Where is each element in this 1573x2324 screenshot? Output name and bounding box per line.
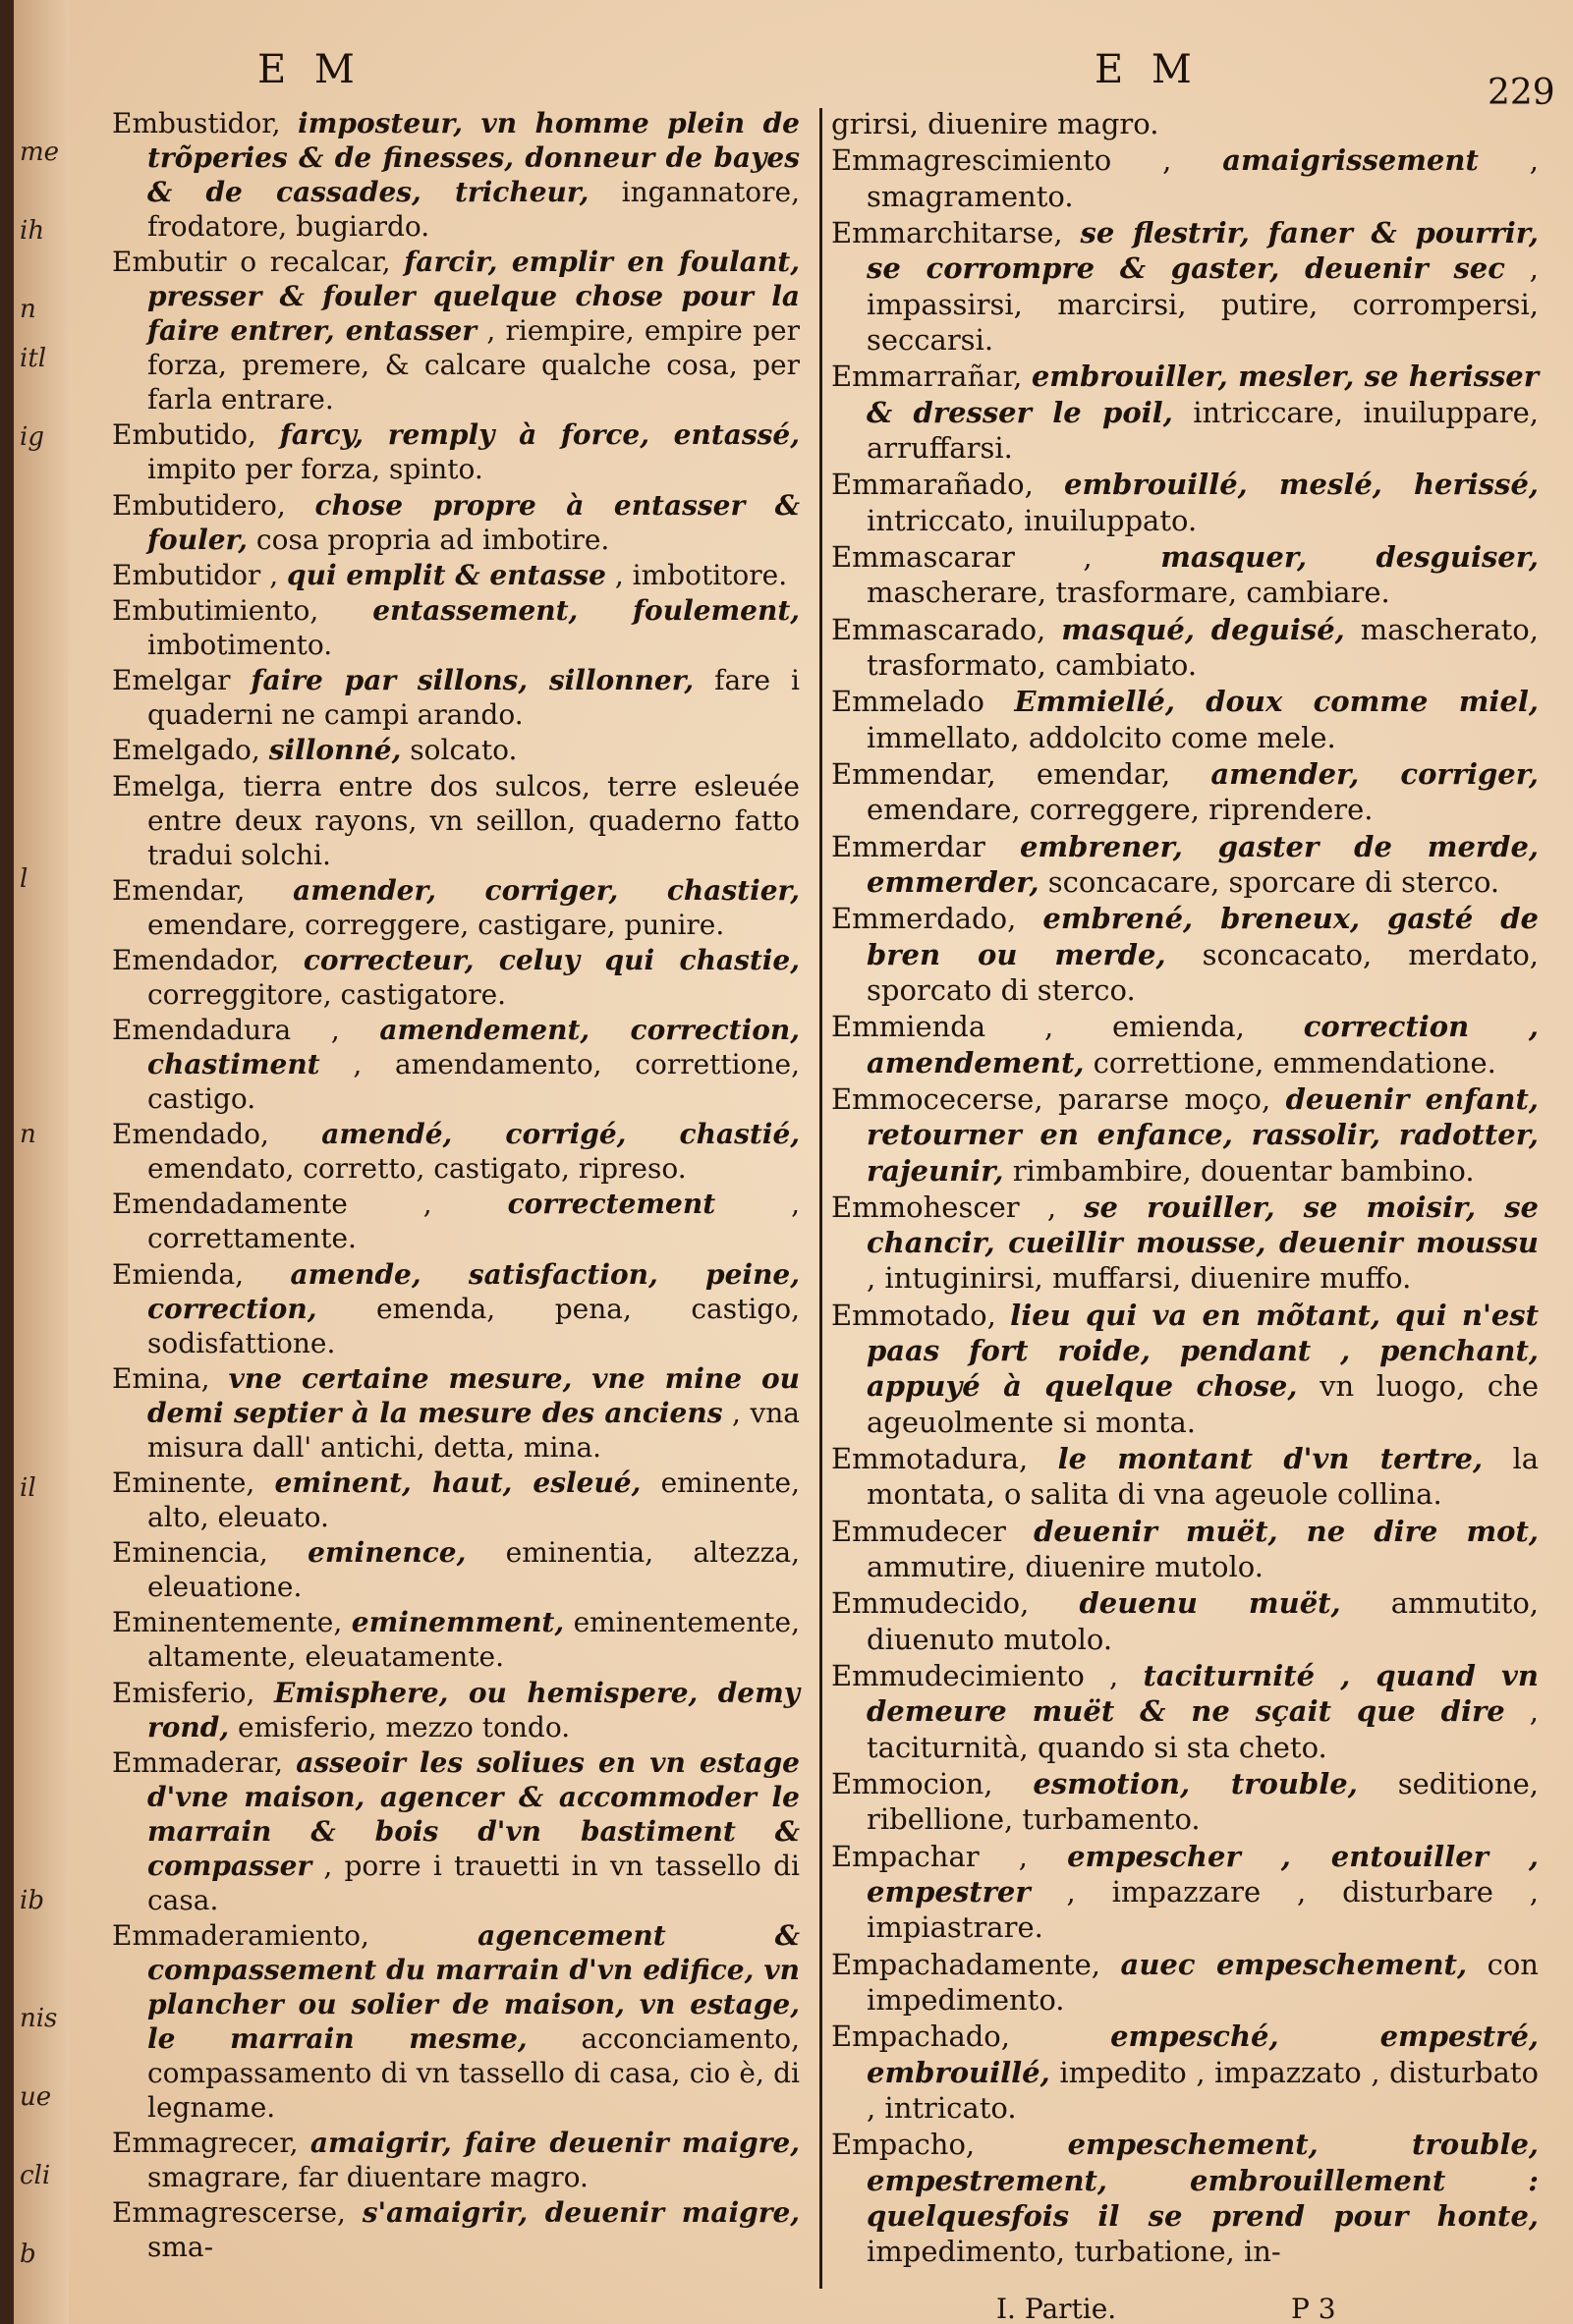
entry-headword: Eminentemente, — [112, 1606, 343, 1639]
entry-headword: Empachado, — [831, 2020, 1010, 2054]
entry-headword: Emina, — [112, 1361, 210, 1395]
entry-headword: Emmarchitarse, — [831, 216, 1063, 250]
french-gloss: auec empeschement, — [1120, 1947, 1468, 1981]
french-gloss: lieu qui va en mõtant, qui n'est paas fort roide, pendant , penchant, appuyé à quelque chose, — [867, 1298, 1539, 1404]
entry-headword: Emmocecerse, pararse moço, — [831, 1082, 1271, 1116]
dictionary-entry — [831, 359, 1539, 466]
italian-gloss: , intuginirsi, muffarsi, diuenire muffo. — [867, 1261, 1412, 1296]
french-gloss: correcteur, celuy qui chastie, — [303, 943, 800, 976]
entry-headword: Emmascarar , — [831, 539, 1093, 574]
french-gloss: deuenu muët, — [1079, 1586, 1341, 1621]
margin-mark: itl — [20, 344, 47, 373]
italian-gloss: , smagramento. — [867, 143, 1539, 213]
dictionary-entry — [112, 1187, 800, 1255]
dictionary-entry — [112, 245, 800, 416]
entry-headword: Emendadura , — [112, 1014, 340, 1047]
italian-gloss: , impazzare , disturbare , impiastrare. — [867, 1875, 1539, 1945]
entry-headword: Embutido, — [112, 418, 256, 452]
french-gloss: amendé, corrigé, chastié, — [321, 1118, 801, 1151]
french-gloss: le montant d'vn tertre, — [1057, 1442, 1484, 1476]
italian-gloss: cosa propria ad imbotire. — [255, 523, 610, 556]
italian-gloss: intriccare, inuiluppare, arruffarsi. — [867, 395, 1540, 465]
dictionary-entry — [112, 488, 800, 557]
french-gloss: empesché, empestré, embrouillé, — [867, 2020, 1539, 2089]
french-gloss: empeschement, trouble, empestrement, embrouillement : quelquesfois il se prend pour honte, — [867, 2128, 1540, 2233]
entry-headword: Embutidero, — [112, 488, 286, 522]
entry-headword: Emendadamente , — [112, 1188, 432, 1221]
entry-headword: Emisferio, — [112, 1676, 255, 1709]
french-gloss: sillonné, — [268, 734, 402, 767]
margin-mark: ig — [20, 422, 44, 452]
dictionary-entry — [831, 215, 1539, 358]
dictionary-entry — [112, 943, 800, 1012]
entry-headword: Emmotado, — [831, 1298, 996, 1332]
entry-headword: Emelgado, — [112, 734, 260, 767]
gathering-mark: P 3 — [1291, 2293, 1336, 2324]
french-gloss: farcy, remply à force, entassé, — [279, 418, 800, 452]
french-gloss: empescher , entouiller , empestrer — [867, 1839, 1540, 1909]
french-gloss: qui emplit & entasse — [287, 558, 606, 591]
dictionary-entry — [831, 1298, 1539, 1440]
french-gloss: se rouiller, se moisir, se chancir, cueillir mousse, deuenir moussu — [867, 1190, 1539, 1260]
entry-headword: Emmagrescerse, — [112, 2196, 346, 2230]
dictionary-page — [14, 0, 1573, 2324]
dictionary-entry — [112, 417, 800, 486]
french-gloss: agencement & compassement du marrain d'vn edifice, vn plancher ou solier de maison, vn estage, le marrain mesme, — [147, 1918, 801, 2055]
entry-headword: Emmudecer — [831, 1514, 1006, 1548]
italian-gloss: rimbambire, douentar bambino. — [1012, 1153, 1475, 1188]
entry-headword: Emmagrecer, — [112, 2127, 299, 2160]
italian-gloss: impito per forza, spinto. — [147, 453, 483, 486]
italian-gloss: fare i quaderni ne campi arando. — [147, 664, 800, 732]
italian-gloss: , imbotitore. — [614, 558, 788, 591]
entry-headword: Emmienda , emienda, — [831, 1010, 1245, 1044]
italian-gloss: emisferio, mezzo tondo. — [238, 1710, 571, 1743]
italian-gloss: , correttamente. — [147, 1188, 800, 1255]
right-running-header: E M — [1095, 47, 1200, 92]
dictionary-entry — [112, 2126, 800, 2194]
italian-gloss: solcato. — [410, 734, 518, 767]
entry-headword: Emelga, — [112, 769, 227, 802]
italian-gloss: ingannatore, frodatore, bugiardo. — [147, 176, 800, 243]
italian-gloss: mascherare, trasformare, cambiare. — [867, 576, 1390, 610]
french-gloss: masqué, deguisé, — [1061, 612, 1345, 646]
dictionary-entry — [831, 1585, 1539, 1657]
italian-gloss: sconcacato, merdato, sporcato di sterco. — [867, 937, 1539, 1007]
italian-gloss: emendare, correggere, castigare, punire. — [147, 908, 725, 941]
dictionary-entry — [831, 1658, 1539, 1765]
dictionary-entry — [112, 873, 800, 942]
signature-mark: I. Partie. — [996, 2293, 1117, 2324]
entry-headword: Emmotadura, — [831, 1442, 1029, 1476]
french-gloss: eminent, haut, esleué, — [274, 1466, 642, 1499]
entry-headword: Emendador, — [112, 943, 280, 976]
italian-gloss: immellato, addolcito come mele. — [867, 720, 1336, 754]
entry-headword: Emmendar, emendar, — [831, 757, 1171, 791]
italian-gloss: correggitore, castigatore. — [147, 977, 507, 1011]
french-gloss: Emmiellé, doux comme miel, — [1014, 685, 1540, 719]
dictionary-entry — [112, 663, 800, 732]
dictionary-entry — [112, 733, 800, 767]
entry-headword: Embutidor , — [112, 558, 279, 591]
dictionary-entry — [831, 106, 1539, 141]
italian-gloss: imbotimento. — [147, 628, 333, 661]
french-gloss: Emisphere, ou hemispere, demy rond, — [147, 1676, 800, 1743]
margin-mark: ib — [20, 1886, 44, 1915]
dictionary-entry — [112, 558, 800, 592]
dictionary-entry — [831, 1081, 1539, 1189]
french-gloss: eminemment, — [351, 1606, 565, 1639]
dictionary-entry — [831, 539, 1539, 611]
entry-headword: Emmocion, — [831, 1767, 993, 1801]
dictionary-entry — [112, 1605, 800, 1674]
french-gloss: eminence, — [308, 1536, 467, 1570]
left-margin-strip — [14, 0, 69, 2324]
french-gloss: esmotion, trouble, — [1033, 1767, 1358, 1801]
italian-gloss: sconcacare, sporcare di sterco. — [1047, 864, 1500, 899]
italian-gloss: grirsi, diuenire magro. — [831, 107, 1159, 140]
entry-headword: Eminencia, — [112, 1536, 268, 1570]
entry-headword: Empacho, — [831, 2128, 976, 2162]
dictionary-entry — [831, 1839, 1539, 1946]
dictionary-entry — [112, 1117, 800, 1186]
entry-headword: Emmaderar, — [112, 1745, 284, 1779]
french-gloss: vne certaine mesure, vne mine ou demi septier à la mesure des anciens — [147, 1361, 800, 1429]
french-gloss: chose propre à entasser & fouler, — [147, 488, 800, 556]
dictionary-entry — [112, 1257, 800, 1360]
margin-mark: cli — [20, 2161, 51, 2190]
french-gloss: embrené, breneux, gasté de bren ou merde, — [867, 902, 1539, 971]
left-column — [112, 106, 800, 2266]
french-gloss: amender, corriger, chastier, — [293, 873, 800, 907]
dictionary-entry — [112, 1013, 800, 1116]
entry-headword: Emmohescer , — [831, 1190, 1057, 1224]
margin-mark: me — [20, 138, 60, 167]
entry-headword: Emendar, — [112, 873, 246, 907]
french-gloss: imposteur, vn homme plein de trõperies & de finesses, donneur de bayes & de cassades, tricheur, — [147, 107, 800, 208]
dictionary-entry — [831, 2127, 1539, 2269]
margin-mark: ue — [20, 2082, 52, 2112]
french-gloss: amendement, correction, chastiment — [147, 1014, 800, 1081]
italian-gloss: , porre i trauetti in vn tassello di casa. — [147, 1849, 800, 1916]
dictionary-entry — [831, 1441, 1539, 1513]
italian-gloss: ammutire, diuenire mutolo. — [867, 1550, 1264, 1583]
entry-headword: Emelgar — [112, 664, 231, 697]
dictionary-entry — [112, 769, 800, 872]
italian-gloss: seditione, ribellione, turbamento. — [867, 1767, 1540, 1837]
entry-headword: Emmudecimiento , — [831, 1659, 1119, 1693]
entry-headword: Embutimiento, — [112, 593, 319, 627]
dictionary-entry — [831, 1947, 1539, 2019]
margin-mark: l — [20, 864, 28, 894]
dictionary-entry — [831, 2019, 1539, 2126]
italian-gloss: , riempire, empire per forza, premere, & calcare qualche cosa, per farla entrare. — [147, 314, 800, 416]
dictionary-entry — [831, 1009, 1539, 1080]
margin-mark: b — [20, 2240, 36, 2269]
french-gloss: correction , amendement, — [867, 1010, 1539, 1079]
entry-headword: Emmarrañar, — [831, 360, 1023, 394]
dictionary-entry — [112, 1918, 800, 2125]
column-divider — [819, 108, 822, 2289]
italian-gloss: impedimento, turbatione, in- — [867, 2235, 1281, 2269]
italian-gloss: ammutito, diuenuto mutolo. — [867, 1586, 1540, 1656]
dictionary-entry — [112, 1535, 800, 1604]
french-gloss: correctement — [507, 1188, 716, 1221]
italian-gloss: impedito , impazzato , disturbato , intricato. — [867, 2055, 1540, 2125]
entry-headword: Emmelado — [831, 685, 984, 719]
french-gloss: asseoir les soliues en vn estage d'vne maison, agencer & accommoder le marrain & bois d'vn bastiment & compasser — [147, 1745, 800, 1882]
margin-mark: ih — [20, 216, 45, 246]
dictionary-entry — [112, 2195, 800, 2264]
french-gloss: embrouillé, meslé, herissé, — [1064, 468, 1540, 502]
dictionary-entry — [831, 142, 1539, 214]
dictionary-entry — [831, 684, 1539, 755]
italian-gloss: , taciturnità, quando si sta cheto. — [867, 1694, 1539, 1764]
italian-gloss: smagrare, far diuentare magro. — [147, 2161, 589, 2194]
dictionary-entry — [831, 829, 1539, 901]
french-gloss: amaigrir, faire deuenir maigre, — [309, 2127, 800, 2160]
page-number: 229 — [1488, 73, 1555, 113]
dictionary-entry — [831, 612, 1539, 684]
dictionary-entry — [112, 1361, 800, 1465]
dictionary-entry — [112, 1676, 800, 1744]
italian-gloss: eminentia, altezza, eleuatione. — [147, 1536, 800, 1604]
entry-headword: Empachadamente, — [831, 1947, 1100, 1981]
italian-gloss: con impedimento. — [867, 1947, 1539, 2017]
entry-headword: Embustidor, — [112, 107, 281, 139]
italian-gloss: eminentemente, altamente, eleuatamente. — [147, 1606, 800, 1674]
margin-mark: nis — [20, 2004, 58, 2033]
dictionary-entry — [831, 1766, 1539, 1838]
italian-gloss: , impassirsi, marcirsi, putire, corrompersi, seccarsi. — [867, 251, 1539, 357]
dictionary-entry — [112, 593, 800, 662]
dictionary-entry — [831, 756, 1539, 828]
entry-headword: Empachar , — [831, 1839, 1028, 1873]
italian-gloss: eminente, alto, eleuato. — [147, 1466, 801, 1533]
italian-gloss: tierra entre dos sulcos, terre esleuée entre deux rayons, vn seillon, quaderno fatto tradui solchi. — [147, 769, 801, 871]
entry-headword: Embutir o recalcar, — [112, 246, 391, 279]
entry-headword: Emmagrescimiento , — [831, 143, 1172, 178]
italian-gloss: emendare, correggere, riprendere. — [867, 793, 1374, 827]
italian-gloss: intriccato, inuiluppato. — [867, 503, 1198, 537]
dictionary-entry — [831, 1514, 1539, 1585]
italian-gloss: emenda, pena, castigo, sodisfattione. — [147, 1292, 800, 1359]
french-gloss: entassement, foulement, — [372, 593, 801, 627]
italian-gloss: sma- — [147, 2231, 214, 2264]
italian-gloss: , amendamento, correttione, castigo. — [147, 1048, 800, 1116]
french-gloss: amende, satisfaction, peine, correction, — [147, 1257, 800, 1325]
margin-mark: n — [20, 1120, 36, 1149]
left-running-header: E M — [257, 47, 363, 92]
italian-gloss: acconciamento, compassamento di vn tassello di casa, cio è, di legname. — [147, 2021, 800, 2124]
entry-headword: Emmarañado, — [831, 468, 1034, 502]
right-column — [831, 106, 1539, 2271]
italian-gloss: mascherato, trasformato, cambiato. — [867, 612, 1539, 682]
french-gloss: se flestrir, faner & pourrir, se corrompre & gaster, deuenir sec — [867, 216, 1539, 286]
italian-gloss: emendato, corretto, castigato, ripreso. — [147, 1152, 687, 1186]
french-gloss: faire par sillons, sillonner, — [251, 664, 695, 697]
dictionary-entry — [831, 1190, 1539, 1297]
french-gloss: farcir, emplir en foulant, presser & fouler quelque chose pour la faire entrer, entasser — [147, 246, 800, 348]
french-gloss: amender, corriger, — [1210, 757, 1540, 791]
french-gloss: amaigrissement — [1222, 143, 1479, 178]
entry-headword: Emmudecido, — [831, 1586, 1030, 1621]
french-gloss: s'amaigrir, deuenir maigre, — [362, 2196, 801, 2230]
entry-headword: Emienda, — [112, 1257, 245, 1291]
entry-headword: Emendado, — [112, 1118, 269, 1151]
dictionary-entry — [112, 1466, 800, 1534]
margin-mark: il — [20, 1473, 36, 1503]
french-gloss: taciturnité , quand vn demeure muët & ne sçait que dire — [867, 1659, 1539, 1729]
french-gloss: deuenir enfant, retourner en enfance, rassolir, radotter, rajeunir, — [867, 1082, 1539, 1188]
italian-gloss: correttione, emmendatione. — [1093, 1045, 1496, 1079]
entry-headword: Emmascarado, — [831, 612, 1046, 646]
entry-headword: Emmaderamiento, — [112, 1918, 369, 1952]
italian-gloss: la montata, o salita di vna ageuole collina. — [867, 1442, 1540, 1512]
entry-headword: Eminente, — [112, 1466, 255, 1499]
dictionary-entry — [831, 467, 1539, 538]
french-gloss: embrouiller, mesler, se herisser & dresser le poil, — [867, 360, 1540, 429]
italian-gloss: , vna misura dall' antichi, detta, mina. — [147, 1396, 800, 1464]
entry-headword: Emmerdar — [831, 829, 985, 863]
entry-headword: Emmerdado, — [831, 902, 1017, 936]
french-gloss: embrener, gaster de merde, emmerder, — [867, 829, 1540, 899]
margin-mark: n — [20, 295, 36, 324]
french-gloss: masquer, desguiser, — [1160, 539, 1540, 574]
dictionary-entry — [112, 106, 800, 244]
dictionary-entry — [112, 1745, 800, 1917]
italian-gloss: vn luogo, che ageuolmente si monta. — [867, 1369, 1540, 1439]
french-gloss: deuenir muët, ne dire mot, — [1034, 1514, 1539, 1548]
dictionary-entry — [831, 901, 1539, 1008]
